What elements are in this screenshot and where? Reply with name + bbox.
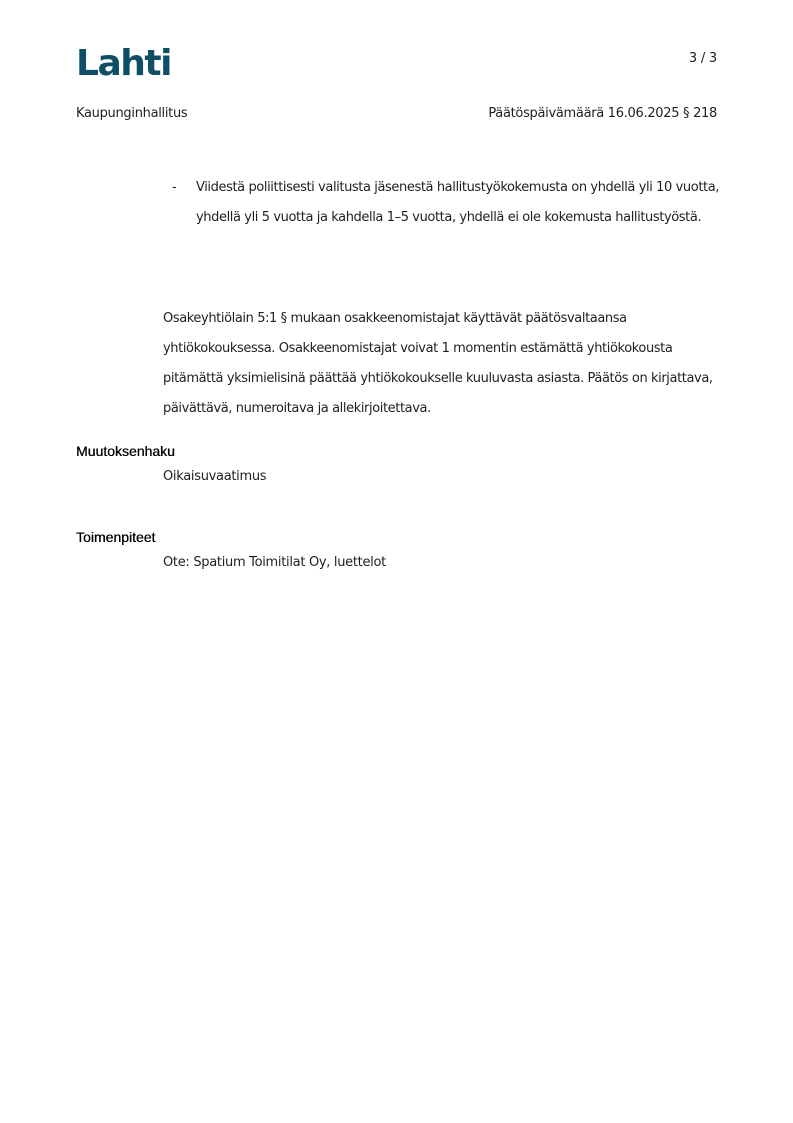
- list-item: [172, 173, 720, 233]
- lahti-logo: Lahti: [76, 43, 171, 84]
- appeal-body: Oikaisuvaatimus: [163, 469, 267, 484]
- organization-name: Kaupunginhallitus: [76, 106, 188, 121]
- decision-date-and-section: Päätöspäivämäärä 16.06.2025 § 218: [488, 106, 717, 121]
- body-paragraph: Osakeyhtiölain 5:1 § mukaan osakkeenomistajat käyttävät päätösvaltaansa yhtiökokouksessa. Osakkeenomistajat voivat 1 momentin estämättä yhtiökokousta pitämättä yksimielisinä päättää yhtiökokoukselle kuuluvasta asiasta. Päätös on kirjattava, päivättävä, numeroitava ja allekirjoitettava.: [163, 311, 713, 416]
- bullet-dash: -: [172, 180, 177, 195]
- page-number: 3 / 3: [688, 51, 717, 66]
- appeal-heading: Muutoksenhaku: [76, 443, 175, 459]
- bullet-text: Viidestä poliittisesti valitusta jäsenestä hallitustyökokemusta on yhdellä yli 10 vuotta, yhdellä yli 5 vuotta ja kahdella 1–5 vuotta, yhdellä ei ole kokemusta hallitustyöstä.: [196, 180, 720, 225]
- bullet-list: [172, 173, 720, 233]
- actions-heading: Toimenpiteet: [76, 529, 156, 545]
- actions-body: Ote: Spatium Toimitilat Oy, luettelot: [163, 555, 386, 570]
